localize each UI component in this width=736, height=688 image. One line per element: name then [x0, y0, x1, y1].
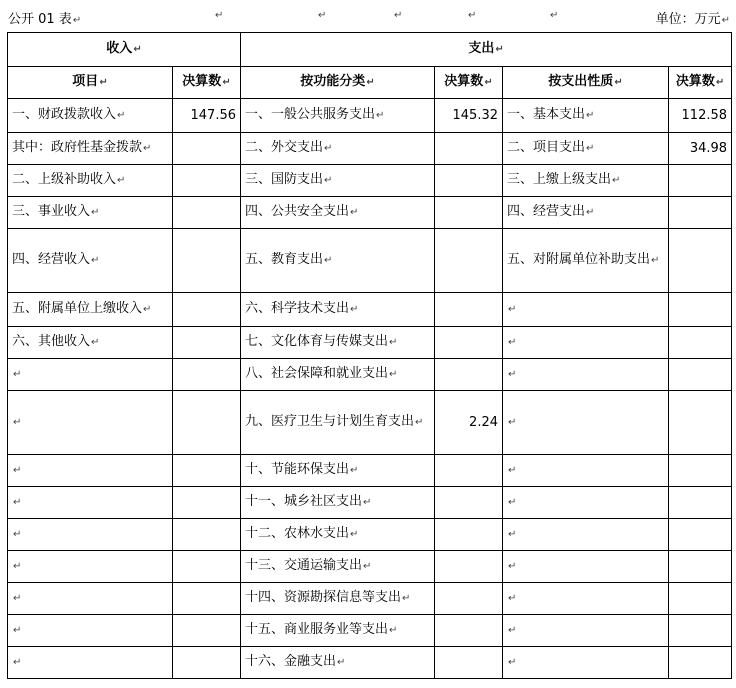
nature-amount-cell — [669, 359, 732, 391]
income-item-cell: 其中：政府性基金拨款↵ — [8, 133, 173, 165]
func-amount-cell — [435, 327, 503, 359]
table-row — [8, 519, 732, 551]
func-item-cell: 十二、农林水支出↵ — [241, 519, 435, 551]
nature-amount-cell — [669, 455, 732, 487]
func-item-text: 七、文化体育与传媒支出 — [245, 334, 389, 349]
income-item-cell: ↵ — [8, 615, 173, 647]
func-item-cell: 十五、商业服务业等支出↵ — [241, 615, 435, 647]
nature-item-text: 一、基本支出 — [507, 107, 586, 122]
income-item-text: 四、经营收入 — [12, 252, 91, 267]
func-amount-cell — [435, 615, 503, 647]
nature-amount-cell — [669, 293, 732, 327]
func-item-cell: 六、科学技术支出↵ — [241, 293, 435, 327]
income-item-cell: ↵ — [8, 359, 173, 391]
budget-table — [7, 32, 732, 679]
nature-amount-cell — [669, 133, 732, 165]
nature-item-text: 三、上缴上级支出 — [507, 172, 612, 187]
income-item-cell: 二、上级补助收入↵ — [8, 165, 173, 197]
nature-item-cell: ↵ — [503, 359, 669, 391]
table-row — [8, 197, 732, 229]
func-amount-cell — [435, 455, 503, 487]
func-item-text: 一、一般公共服务支出 — [245, 107, 376, 122]
income-amount-text: 147.56 — [190, 107, 236, 123]
func-amount-cell — [435, 165, 503, 197]
func-amount-text: 2.24 — [469, 414, 498, 430]
nature-item-cell: ↵ — [503, 391, 669, 455]
func-amount-cell — [435, 133, 503, 165]
paragraph-mark: ↵ — [215, 10, 224, 21]
income-amount-cell — [173, 133, 241, 165]
income-header: 收入↵ — [8, 33, 241, 67]
income-amount-cell — [173, 583, 241, 615]
func-item-text: 十三、交通运输支出 — [245, 558, 363, 573]
nature-amount-cell — [669, 391, 732, 455]
income-amount-cell — [173, 455, 241, 487]
col-func: 按功能分类↵ — [241, 67, 435, 99]
income-item-cell: ↵ — [8, 391, 173, 455]
income-item-cell: 五、附属单位上缴收入↵ — [8, 293, 173, 327]
paragraph-mark: ↵ — [550, 10, 559, 21]
income-item-text: 其中：政府性基金拨款 — [12, 140, 143, 155]
nature-item-cell: ↵ — [503, 647, 669, 679]
func-item-cell: 九、医疗卫生与计划生育支出↵ — [241, 391, 435, 455]
nature-amount-text: 112.58 — [681, 107, 728, 123]
func-amount-cell — [435, 551, 503, 583]
income-amount-cell — [173, 229, 241, 293]
income-amount-cell — [173, 293, 241, 327]
nature-amount-cell — [669, 583, 732, 615]
nature-amount-cell — [669, 487, 732, 519]
func-item-cell: 十一、城乡社区支出↵ — [241, 487, 435, 519]
func-item-cell: 十三、交通运输支出↵ — [241, 551, 435, 583]
col-nature-amount: 决算数↵ — [669, 67, 732, 99]
func-item-text: 三、国防支出 — [245, 172, 324, 187]
table-row — [8, 133, 732, 165]
table-row — [8, 359, 732, 391]
nature-item-cell: ↵ — [503, 293, 669, 327]
nature-item-cell: 四、经营支出↵ — [503, 197, 669, 229]
nature-amount-cell — [669, 551, 732, 583]
nature-item-cell: 二、项目支出↵ — [503, 133, 669, 165]
func-amount-cell — [435, 229, 503, 293]
income-item-cell: 一、财政拨款收入↵ — [8, 99, 173, 133]
table-row — [8, 99, 732, 133]
income-item-cell: 三、事业收入↵ — [8, 197, 173, 229]
income-item-text: 一、财政拨款收入 — [12, 107, 117, 122]
func-item-cell: 三、国防支出↵ — [241, 165, 435, 197]
nature-amount-cell — [669, 647, 732, 679]
income-item-cell: ↵ — [8, 455, 173, 487]
func-item-text: 十一、城乡社区支出 — [245, 494, 363, 509]
nature-amount-cell — [669, 99, 732, 133]
func-item-text: 八、社会保障和就业支出 — [245, 366, 389, 381]
income-item-text: 三、事业收入 — [12, 204, 91, 219]
nature-amount-cell — [669, 165, 732, 197]
nature-amount-cell — [669, 615, 732, 647]
income-amount-cell — [173, 165, 241, 197]
nature-item-cell: 五、对附属单位补助支出↵ — [503, 229, 669, 293]
income-item-cell: ↵ — [8, 647, 173, 679]
nature-item-cell: 一、基本支出↵ — [503, 99, 669, 133]
nature-item-text: 五、对附属单位补助支出 — [507, 252, 651, 267]
income-item-cell: 四、经营收入↵ — [8, 229, 173, 293]
income-amount-cell — [173, 551, 241, 583]
nature-item-cell: ↵ — [503, 583, 669, 615]
nature-item-cell: ↵ — [503, 327, 669, 359]
column-header-row — [8, 67, 732, 99]
income-amount-cell — [173, 99, 241, 133]
func-item-cell: 八、社会保障和就业支出↵ — [241, 359, 435, 391]
col-item: 项目↵ — [8, 67, 173, 99]
nature-amount-cell — [669, 197, 732, 229]
func-amount-cell — [435, 647, 503, 679]
income-item-text: 六、其他收入 — [12, 334, 91, 349]
func-item-text: 十四、资源勘探信息等支出 — [245, 590, 402, 605]
nature-item-cell: ↵ — [503, 455, 669, 487]
nature-item-text: 四、经营支出 — [507, 204, 586, 219]
func-amount-cell — [435, 359, 503, 391]
func-item-cell: 十四、资源勘探信息等支出↵ — [241, 583, 435, 615]
func-amount-cell — [435, 197, 503, 229]
table-row — [8, 615, 732, 647]
page-header — [0, 0, 736, 32]
func-item-text: 十五、商业服务业等支出 — [245, 622, 389, 637]
func-item-text: 二、外交支出 — [245, 140, 324, 155]
nature-amount-cell — [669, 229, 732, 293]
nature-item-cell: 三、上缴上级支出↵ — [503, 165, 669, 197]
table-row — [8, 165, 732, 197]
func-item-text: 九、医疗卫生与计划生育支出 — [245, 414, 415, 429]
nature-item-cell: ↵ — [503, 519, 669, 551]
income-item-cell: ↵ — [8, 487, 173, 519]
col-func-amount: 决算数↵ — [435, 67, 503, 99]
table-row — [8, 647, 732, 679]
nature-item-cell: ↵ — [503, 487, 669, 519]
func-item-text: 四、公共安全支出 — [245, 204, 350, 219]
paragraph-mark: ↵ — [394, 10, 403, 21]
income-amount-cell — [173, 197, 241, 229]
table-row — [8, 293, 732, 327]
income-item-cell: ↵ — [8, 583, 173, 615]
func-amount-cell — [435, 583, 503, 615]
func-item-cell: 一、一般公共服务支出↵ — [241, 99, 435, 133]
nature-item-cell: ↵ — [503, 551, 669, 583]
func-item-cell: 十、节能环保支出↵ — [241, 455, 435, 487]
table-row — [8, 327, 732, 359]
func-item-cell: 二、外交支出↵ — [241, 133, 435, 165]
table-body — [8, 99, 732, 679]
func-amount-text: 145.32 — [452, 107, 498, 123]
func-item-cell: 十六、金融支出↵ — [241, 647, 435, 679]
nature-item-text: 二、项目支出 — [507, 140, 586, 155]
nature-item-cell: ↵ — [503, 615, 669, 647]
func-item-text: 十、节能环保支出 — [245, 462, 350, 477]
nature-amount-cell — [669, 327, 732, 359]
func-item-text: 十二、农林水支出 — [245, 526, 350, 541]
table-row — [8, 455, 732, 487]
func-amount-cell — [435, 519, 503, 551]
income-amount-cell — [173, 327, 241, 359]
unit-label: 单位：万元↵ — [655, 12, 730, 27]
func-amount-cell — [435, 487, 503, 519]
table-row — [8, 583, 732, 615]
table-row — [8, 487, 732, 519]
income-item-text: 二、上级补助收入 — [12, 172, 117, 187]
func-item-cell: 七、文化体育与传媒支出↵ — [241, 327, 435, 359]
income-amount-cell — [173, 359, 241, 391]
func-amount-cell — [435, 293, 503, 327]
func-item-cell: 四、公共安全支出↵ — [241, 197, 435, 229]
paragraph-mark: ↵ — [318, 10, 327, 21]
col-nature: 按支出性质↵ — [503, 67, 669, 99]
doc-id: 公开 01 表↵ — [8, 12, 82, 27]
income-amount-cell — [173, 391, 241, 455]
nature-amount-text: 34.98 — [689, 140, 728, 156]
income-item-cell: 六、其他收入↵ — [8, 327, 173, 359]
func-item-text: 十六、金融支出 — [245, 654, 337, 669]
income-amount-cell — [173, 519, 241, 551]
func-item-text: 五、教育支出 — [245, 252, 324, 267]
section-header-row — [8, 33, 732, 67]
expense-header: 支出↵ — [241, 33, 732, 67]
col-income-amount: 决算数↵ — [173, 67, 241, 99]
func-item-text: 六、科学技术支出 — [245, 301, 350, 316]
income-amount-cell — [173, 487, 241, 519]
income-item-text: 五、附属单位上缴收入 — [12, 301, 143, 316]
income-item-cell: ↵ — [8, 519, 173, 551]
func-amount-cell — [435, 99, 503, 133]
income-item-cell: ↵ — [8, 551, 173, 583]
nature-amount-cell — [669, 519, 732, 551]
func-amount-cell — [435, 391, 503, 455]
paragraph-mark: ↵ — [468, 10, 477, 21]
table-row — [8, 391, 732, 455]
func-item-cell: 五、教育支出↵ — [241, 229, 435, 293]
income-amount-cell — [173, 647, 241, 679]
table-row — [8, 551, 732, 583]
income-amount-cell — [173, 615, 241, 647]
table-row — [8, 229, 732, 293]
